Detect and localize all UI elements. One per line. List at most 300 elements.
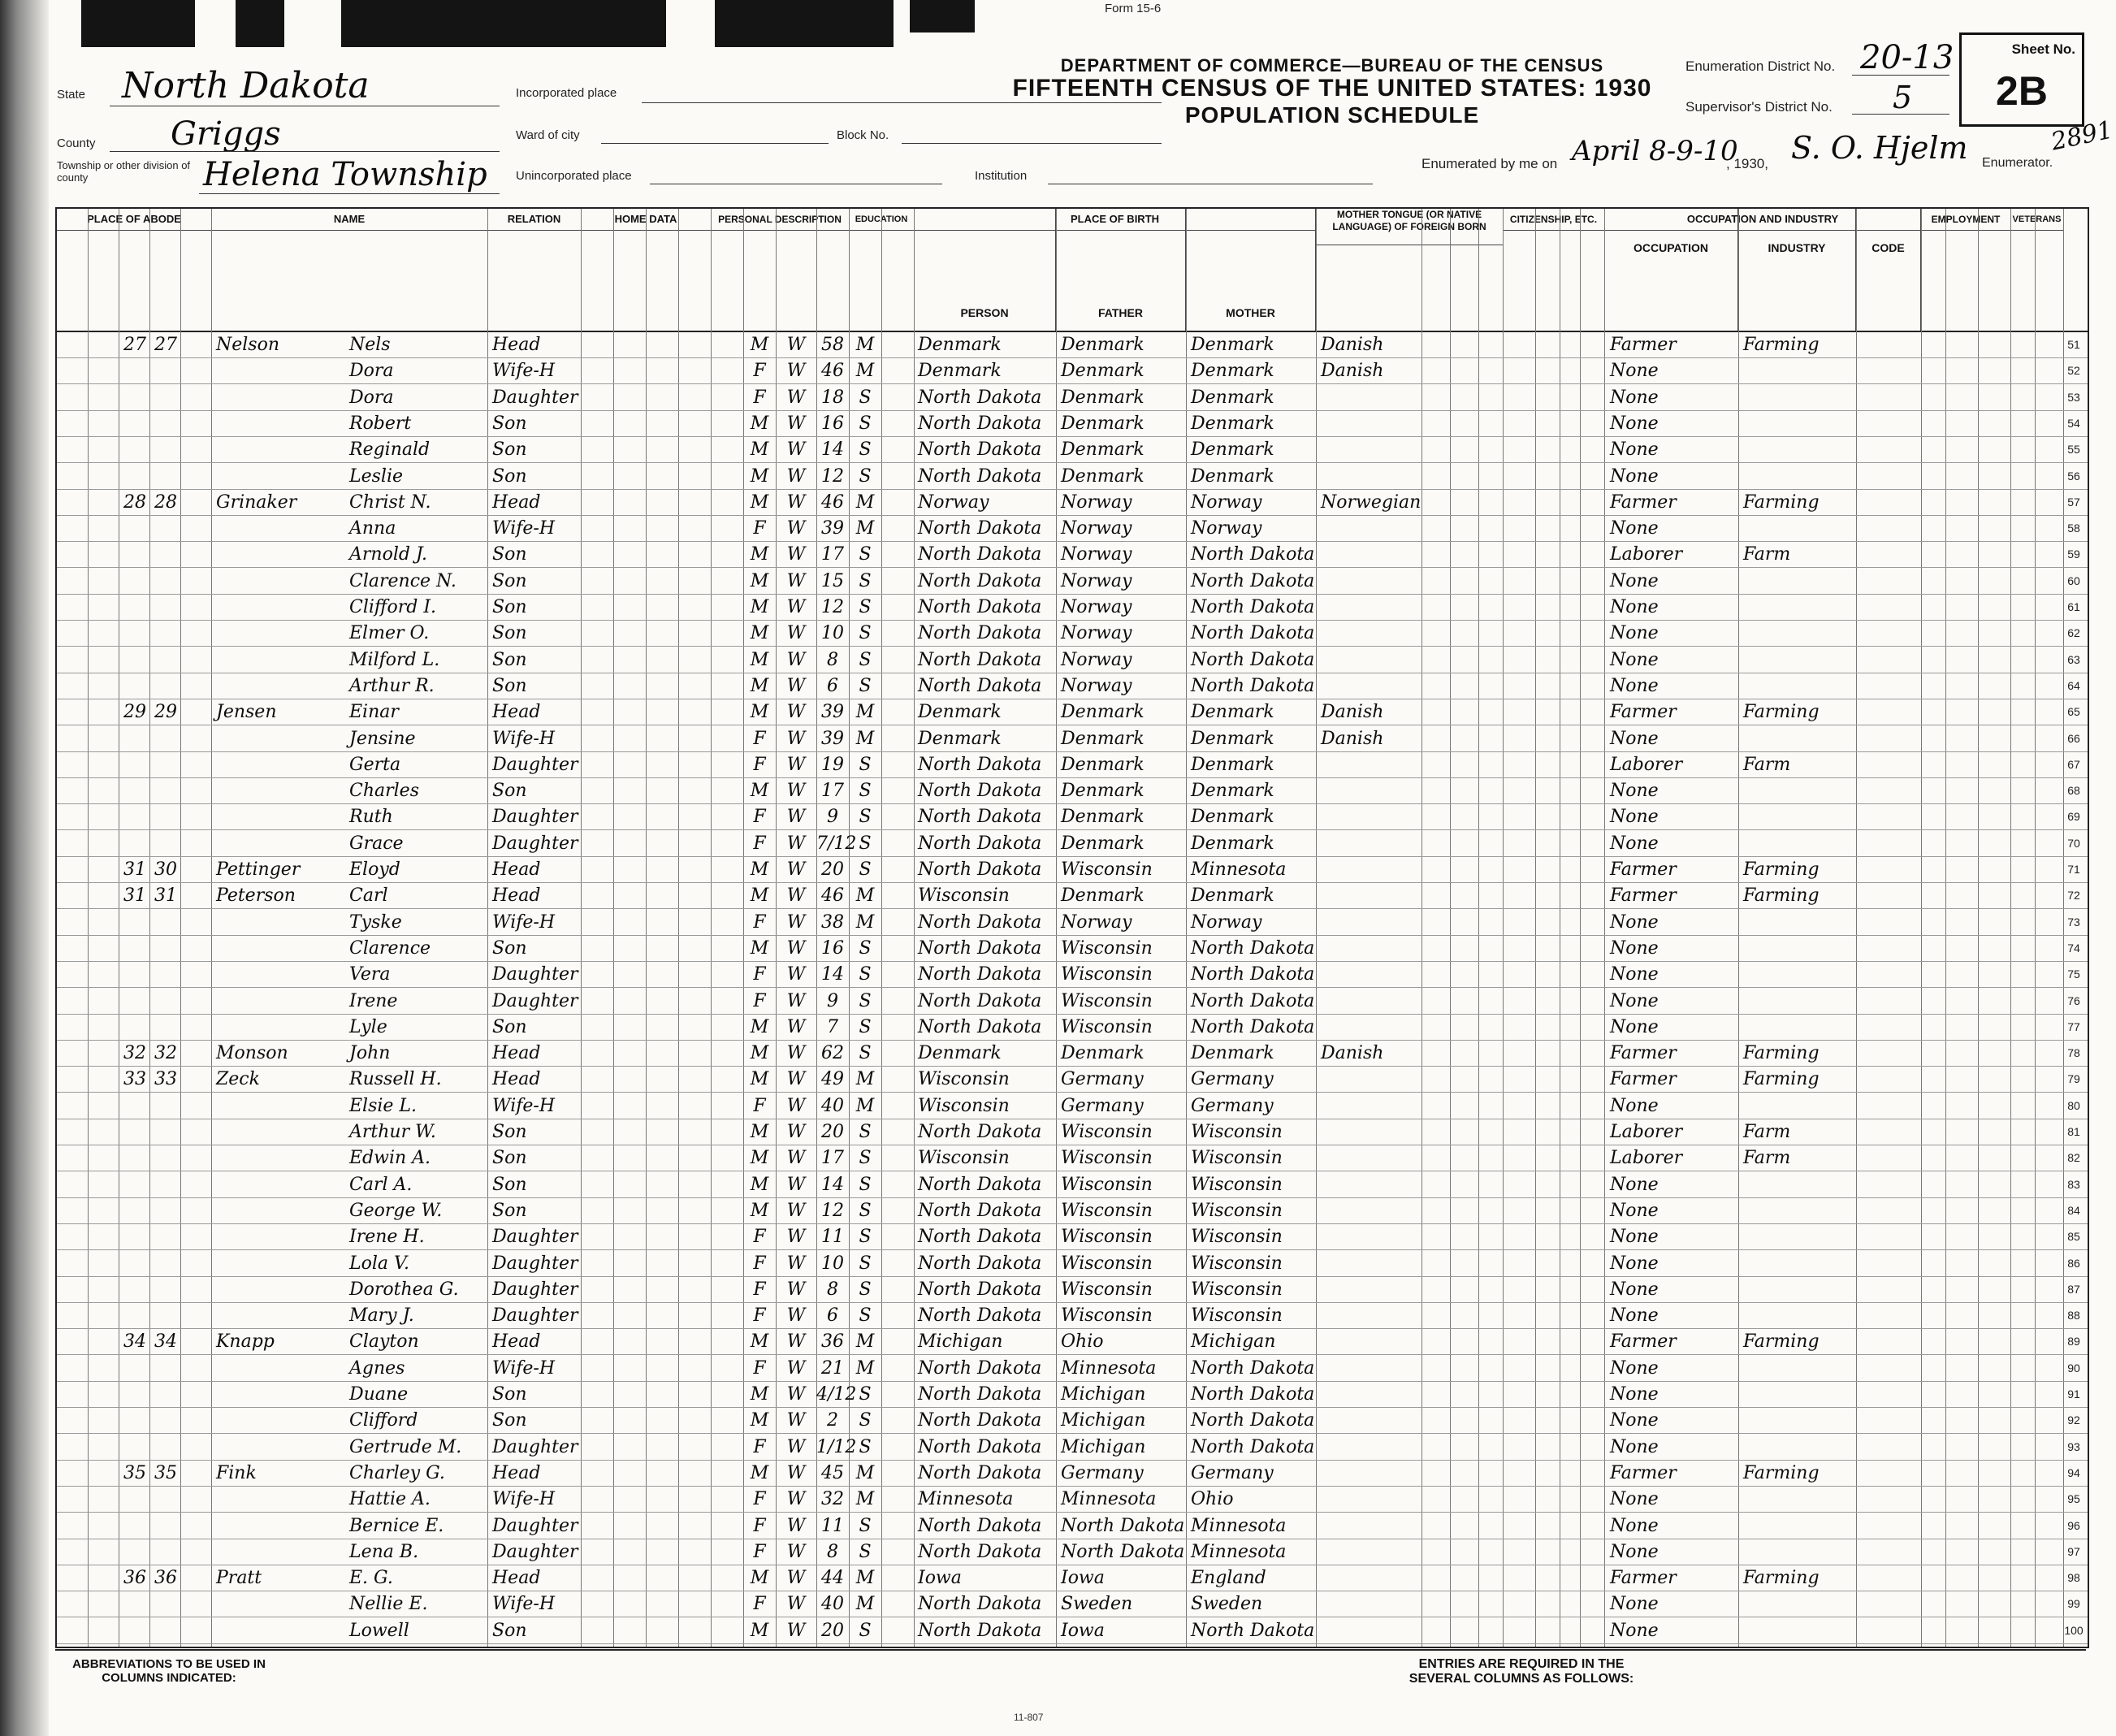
cell-age: 10: [821, 1253, 844, 1274]
cell-mother-birthplace: Norway: [1191, 911, 1262, 933]
cell-sex: F: [753, 1253, 766, 1274]
group-employment: EMPLOYMENT: [1921, 209, 2010, 231]
cell-family-number: [151, 1093, 180, 1119]
table-row: [57, 1198, 2088, 1224]
cell-mother-tongue: [1321, 1382, 1421, 1407]
cell-marital-status: S: [859, 1227, 872, 1248]
cell-marital-status: S: [859, 1436, 872, 1457]
cell-mother-birthplace: Wisconsin: [1191, 1305, 1283, 1327]
cell-marital-status: M: [855, 1568, 875, 1589]
cell-occupation: None: [1610, 1541, 1659, 1562]
cell-age: 44: [821, 1568, 844, 1589]
cell-mother-tongue: [1321, 1618, 1421, 1643]
cell-race: W: [786, 937, 806, 959]
cell-surname: Peterson: [216, 885, 296, 907]
cell-occupation: None: [1610, 1016, 1659, 1037]
cell-father-birthplace: Denmark: [1061, 387, 1145, 408]
cell-mother-tongue: [1321, 464, 1421, 489]
cell-father-birthplace: Denmark: [1061, 465, 1145, 487]
cell-dwelling-number: [120, 1591, 149, 1617]
cell-father-birthplace: Denmark: [1061, 754, 1145, 775]
cell-age: 46: [821, 885, 844, 907]
line-number: 98: [2067, 1571, 2080, 1585]
cell-marital-status: M: [855, 1594, 875, 1615]
table-row: [57, 752, 2088, 778]
cell-marital-status: S: [859, 544, 872, 565]
cell-age: 9: [827, 990, 838, 1011]
cell-industry: [1743, 1224, 1857, 1249]
cell-dwelling-number: [120, 673, 149, 699]
cell-family-number: [151, 778, 180, 803]
table-row: [57, 857, 2088, 883]
cell-dwelling-number: [120, 936, 149, 961]
cell-mother-tongue: [1321, 595, 1421, 620]
cell-occupation: None: [1610, 1305, 1659, 1327]
cell-surname: [216, 1093, 346, 1119]
cell-relation: Wife-H: [492, 1357, 556, 1379]
cell-mother-tongue: [1321, 516, 1421, 541]
cell-given-name: Christ N.: [349, 491, 431, 513]
cell-mother-tongue: [1321, 883, 1421, 908]
line-number: 69: [2067, 810, 2080, 824]
cell-race: W: [786, 1489, 806, 1510]
cell-birthplace: North Dakota: [918, 1016, 1042, 1037]
cell-given-name: Irene H.: [349, 1227, 425, 1248]
line-number: 94: [2067, 1465, 2080, 1479]
cell-race: W: [786, 1148, 806, 1169]
cell-mother-birthplace: North Dakota: [1191, 1384, 1315, 1405]
cell-race: W: [786, 1384, 806, 1405]
cell-relation: Daughter: [492, 807, 578, 828]
cell-father-birthplace: Wisconsin: [1061, 1200, 1153, 1221]
cell-relation: Daughter: [492, 1305, 578, 1327]
cell-father-birthplace: Denmark: [1061, 885, 1145, 907]
cell-marital-status: M: [855, 702, 875, 723]
cell-occupation: None: [1610, 1357, 1659, 1379]
cell-dwelling-number: [120, 1172, 149, 1197]
cell-given-name: George W.: [349, 1200, 443, 1221]
cell-marital-status: S: [859, 1515, 872, 1536]
cell-relation: Son: [492, 1122, 527, 1142]
cell-birthplace: Denmark: [918, 702, 1002, 723]
cell-age: 45: [821, 1462, 844, 1483]
cell-birthplace: Denmark: [918, 728, 1002, 749]
cell-occupation: Farmer: [1610, 1331, 1677, 1353]
cell-relation: Daughter: [492, 1515, 578, 1536]
cell-age: 14: [821, 964, 844, 985]
cell-age: 39: [821, 518, 844, 539]
cell-occupation: Farmer: [1610, 491, 1677, 513]
cell-industry: [1743, 1198, 1857, 1223]
cell-family-number: 34: [154, 1331, 177, 1353]
cell-surname: [216, 385, 346, 410]
cell-given-name: Leslie: [349, 465, 404, 487]
cell-race: W: [786, 1253, 806, 1274]
cell-industry: [1743, 936, 1857, 961]
cell-family-number: [151, 358, 180, 383]
cell-marital-status: M: [855, 1462, 875, 1483]
cell-dwelling-number: [120, 411, 149, 436]
cell-surname: [216, 516, 346, 541]
group-veterans: VETERANS: [2010, 209, 2063, 231]
abbrev-heading: ABBREVIATIONS TO BE USED IN COLUMNS INDICATED:: [72, 1657, 266, 1685]
cell-occupation: None: [1610, 1200, 1659, 1221]
cell-surname: [216, 962, 346, 987]
cell-age: 12: [821, 597, 844, 617]
cell-sex: F: [753, 1436, 766, 1457]
cell-mother-birthplace: North Dakota: [1191, 623, 1315, 644]
cell-race: W: [786, 623, 806, 644]
cell-family-number: [151, 1277, 180, 1302]
cell-dwelling-number: [120, 464, 149, 489]
cell-family-number: [151, 962, 180, 987]
cell-mother-tongue: [1321, 1513, 1421, 1539]
cell-mother-tongue: [1321, 542, 1421, 567]
cell-race: W: [786, 335, 806, 355]
line-number: 97: [2067, 1544, 2080, 1558]
cell-age: 1/12: [816, 1436, 857, 1457]
cell-race: W: [786, 702, 806, 723]
cell-sex: M: [750, 702, 769, 723]
cell-family-number: [151, 1119, 180, 1145]
cell-age: 12: [821, 465, 844, 487]
cell-surname: Knapp: [216, 1331, 275, 1353]
cell-sex: M: [750, 1462, 769, 1483]
cell-surname: Pratt: [216, 1568, 262, 1589]
cell-birthplace: North Dakota: [918, 413, 1042, 434]
line-number: 96: [2067, 1518, 2080, 1532]
cell-marital-status: S: [859, 807, 872, 828]
cell-industry: Farm: [1743, 754, 1791, 775]
cell-industry: [1743, 1015, 1857, 1040]
cell-family-number: [151, 726, 180, 751]
cell-mother-birthplace: Denmark: [1191, 413, 1274, 434]
cell-relation: Head: [492, 335, 541, 355]
cell-dwelling-number: [120, 1119, 149, 1145]
cell-dwelling-number: [120, 1303, 149, 1328]
cell-given-name: Anna: [349, 518, 396, 539]
cell-given-name: Arthur W.: [349, 1122, 436, 1142]
cell-race: W: [786, 1515, 806, 1536]
cell-father-birthplace: Ohio: [1061, 1331, 1104, 1353]
line-number: 58: [2067, 522, 2080, 535]
cell-dwelling-number: [120, 1356, 149, 1381]
table-row: [57, 1382, 2088, 1408]
cell-marital-status: S: [859, 1122, 872, 1142]
table-row: [57, 699, 2088, 725]
cell-industry: [1743, 1356, 1857, 1381]
cell-age: 39: [821, 702, 844, 723]
cell-dwelling-number: [120, 1382, 149, 1407]
state-label: State: [57, 88, 86, 102]
cell-mother-birthplace: Denmark: [1191, 361, 1274, 382]
cell-age: 6: [827, 675, 838, 696]
cell-father-birthplace: Minnesota: [1061, 1357, 1157, 1379]
group-tongue: MOTHER TONGUE (OR NATIVE LANGUAGE) OF FOREIGN BORN: [1316, 209, 1503, 245]
cell-sex: M: [750, 649, 769, 670]
cell-mother-tongue: [1321, 647, 1421, 673]
scan-bar: [910, 0, 975, 32]
cell-sex: F: [753, 1095, 766, 1116]
table-row: [57, 1539, 2088, 1565]
cell-age: 8: [827, 1279, 838, 1300]
cell-mother-tongue: Danish: [1321, 728, 1384, 749]
line-number: 88: [2067, 1309, 2080, 1323]
cell-race: W: [786, 361, 806, 382]
cell-race: W: [786, 1095, 806, 1116]
cell-surname: [216, 752, 346, 777]
cell-birthplace: Denmark: [918, 335, 1002, 355]
cell-marital-status: S: [859, 570, 872, 591]
table-row: [57, 1067, 2088, 1093]
cell-industry: Farming: [1743, 491, 1820, 513]
group-home: HOME DATA: [581, 209, 711, 231]
table-row: [57, 542, 2088, 568]
cell-father-birthplace: Norway: [1061, 623, 1132, 644]
cell-father-birthplace: Iowa: [1061, 1620, 1105, 1641]
cell-mother-birthplace: Wisconsin: [1191, 1148, 1283, 1169]
cell-mother-birthplace: Germany: [1191, 1095, 1274, 1116]
cell-age: 11: [821, 1227, 844, 1248]
cell-industry: Farming: [1743, 335, 1820, 355]
cell-given-name: Carl: [349, 885, 388, 907]
unincorporated-label: Unincorporated place: [516, 169, 632, 183]
line-number: 87: [2067, 1282, 2080, 1296]
cell-dwelling-number: [120, 647, 149, 673]
cell-given-name: Lola V.: [349, 1253, 410, 1274]
cell-family-number: [151, 647, 180, 673]
cell-surname: [216, 1172, 346, 1197]
cell-mother-birthplace: Wisconsin: [1191, 1227, 1283, 1248]
cell-dwelling-number: [120, 1618, 149, 1643]
county-label: County: [57, 136, 96, 150]
cell-dwelling-number: [120, 1251, 149, 1276]
cell-occupation: None: [1610, 1279, 1659, 1300]
cell-industry: [1743, 831, 1857, 856]
col-occupation: OCCUPATION: [1604, 209, 1738, 331]
cell-mother-birthplace: Minnesota: [1191, 1515, 1287, 1536]
cell-mother-tongue: [1321, 1565, 1421, 1591]
cell-race: W: [786, 1174, 806, 1195]
cell-father-birthplace: Michigan: [1061, 1410, 1146, 1431]
cell-given-name: Jensine: [349, 728, 416, 749]
cell-family-number: [151, 464, 180, 489]
line-number: 82: [2067, 1151, 2080, 1165]
table-row: [57, 411, 2088, 437]
cell-birthplace: North Dakota: [918, 964, 1042, 985]
cell-family-number: [151, 1015, 180, 1040]
cell-father-birthplace: Denmark: [1061, 1043, 1145, 1064]
cell-occupation: None: [1610, 1384, 1659, 1405]
cell-industry: [1743, 962, 1857, 987]
cell-family-number: [151, 1408, 180, 1433]
cell-surname: [216, 1119, 346, 1145]
cell-dwelling-number: 36: [123, 1568, 146, 1589]
cell-occupation: None: [1610, 1515, 1659, 1536]
cell-occupation: Farmer: [1610, 702, 1677, 723]
cell-birthplace: North Dakota: [918, 1122, 1042, 1142]
table-row: [57, 1119, 2088, 1145]
cell-given-name: Clarence: [349, 937, 431, 959]
cell-given-name: Clarence N.: [349, 570, 457, 591]
cell-birthplace: North Dakota: [918, 1410, 1042, 1431]
cell-given-name: Eloyd: [349, 859, 400, 880]
cell-industry: Farming: [1743, 1462, 1820, 1483]
cell-given-name: Gerta: [349, 754, 401, 775]
cell-industry: [1743, 1251, 1857, 1276]
cell-mother-birthplace: Denmark: [1191, 728, 1274, 749]
sheet-box: [1959, 32, 2084, 127]
cell-sex: M: [750, 597, 769, 617]
cell-surname: [216, 1303, 346, 1328]
cell-occupation: None: [1610, 1489, 1659, 1510]
cell-dwelling-number: [120, 595, 149, 620]
cell-relation: Head: [492, 1331, 541, 1353]
cell-dwelling-number: [120, 516, 149, 541]
group-birth: PLACE OF BIRTH: [914, 209, 1316, 231]
cell-age: 46: [821, 361, 844, 382]
cell-dwelling-number: [120, 726, 149, 751]
line-number: 91: [2067, 1388, 2080, 1400]
cell-family-number: [151, 752, 180, 777]
cell-occupation: None: [1610, 807, 1659, 828]
cell-marital-status: S: [859, 413, 872, 434]
cell-relation: Head: [492, 1043, 541, 1064]
cell-dwelling-number: [120, 962, 149, 987]
cell-age: 8: [827, 1541, 838, 1562]
cell-mother-tongue: [1321, 411, 1421, 436]
cell-sex: M: [750, 675, 769, 696]
cell-occupation: Farmer: [1610, 1069, 1677, 1090]
cell-industry: [1743, 989, 1857, 1014]
cell-occupation: Laborer: [1610, 1148, 1683, 1169]
cell-mother-tongue: [1321, 1539, 1421, 1565]
cell-family-number: [151, 516, 180, 541]
cell-marital-status: S: [859, 781, 872, 802]
cell-occupation: None: [1610, 1095, 1659, 1116]
cell-surname: [216, 989, 346, 1014]
cell-father-birthplace: Michigan: [1061, 1436, 1146, 1457]
cell-age: 40: [821, 1594, 844, 1615]
table-row: [57, 673, 2088, 699]
cell-given-name: Gertrude M.: [349, 1436, 462, 1457]
cell-surname: Nelson: [216, 335, 280, 355]
cell-occupation: None: [1610, 781, 1659, 802]
table-row: [57, 1093, 2088, 1119]
cell-mother-tongue: [1321, 1093, 1421, 1119]
cell-dwelling-number: [120, 1224, 149, 1249]
cell-surname: [216, 1408, 346, 1433]
cell-family-number: 31: [154, 885, 177, 907]
table-row: [57, 569, 2088, 595]
cell-surname: [216, 1356, 346, 1381]
cell-dwelling-number: 35: [123, 1462, 146, 1483]
cell-age: 4/12: [816, 1384, 857, 1405]
department-title: DEPARTMENT OF COMMERCE—BUREAU OF THE CENSUS: [1060, 55, 1604, 76]
cell-marital-status: M: [855, 518, 875, 539]
group-education: EDUCATION: [849, 209, 914, 231]
cell-mother-tongue: [1321, 1303, 1421, 1328]
cell-surname: Grinaker: [216, 491, 297, 513]
cell-surname: [216, 411, 346, 436]
cell-marital-status: M: [855, 1069, 875, 1090]
cell-age: 2: [827, 1410, 838, 1431]
cell-dwelling-number: [120, 831, 149, 856]
cell-mother-tongue: [1321, 778, 1421, 803]
cell-birthplace: North Dakota: [918, 1200, 1042, 1221]
cell-dwelling-number: [120, 621, 149, 646]
table-row: [57, 1461, 2088, 1487]
cell-given-name: Lyle: [349, 1016, 387, 1037]
cell-sex: F: [753, 1279, 766, 1300]
cell-occupation: None: [1610, 439, 1659, 461]
table-row: [57, 437, 2088, 463]
cell-surname: [216, 1198, 346, 1223]
cell-mother-tongue: [1321, 1172, 1421, 1197]
cell-dwelling-number: [120, 1435, 149, 1460]
cell-relation: Daughter: [492, 964, 578, 985]
cell-race: W: [786, 570, 806, 591]
cell-occupation: None: [1610, 1594, 1659, 1615]
cell-mother-birthplace: Minnesota: [1191, 1541, 1287, 1562]
line-number: 54: [2067, 416, 2080, 430]
cell-dwelling-number: [120, 1513, 149, 1539]
table-row: [57, 804, 2088, 830]
cell-occupation: None: [1610, 1253, 1659, 1274]
cell-industry: Farming: [1743, 702, 1820, 723]
cell-marital-status: M: [855, 728, 875, 749]
cell-race: W: [786, 1357, 806, 1379]
cell-age: 46: [821, 491, 844, 513]
cell-given-name: Dorothea G.: [349, 1279, 459, 1300]
cell-given-name: Arthur R.: [349, 675, 435, 696]
cell-dwelling-number: [120, 910, 149, 935]
cell-occupation: None: [1610, 570, 1659, 591]
cell-occupation: None: [1610, 597, 1659, 617]
form-number: Form 15-6: [1105, 2, 1162, 15]
col-person: PERSON: [914, 209, 1056, 331]
cell-age: 16: [821, 937, 844, 959]
cell-mother-birthplace: Wisconsin: [1191, 1200, 1283, 1221]
cell-family-number: 32: [154, 1043, 177, 1064]
cell-given-name: Hattie A.: [349, 1489, 431, 1510]
cell-birthplace: Wisconsin: [918, 1069, 1010, 1090]
cell-industry: [1743, 1172, 1857, 1197]
cell-age: 6: [827, 1305, 838, 1327]
cell-surname: Fink: [216, 1462, 257, 1483]
line-number: 75: [2067, 968, 2080, 981]
supervisor-value: 5: [1893, 80, 1913, 115]
cell-occupation: None: [1610, 361, 1659, 382]
cell-birthplace: North Dakota: [918, 387, 1042, 408]
cell-mother-birthplace: Denmark: [1191, 465, 1274, 487]
cell-birthplace: North Dakota: [918, 990, 1042, 1011]
cell-age: 36: [821, 1331, 844, 1353]
cell-family-number: [151, 411, 180, 436]
cell-marital-status: S: [859, 1620, 872, 1641]
cell-surname: Jensen: [216, 702, 277, 723]
cell-father-birthplace: Wisconsin: [1061, 1279, 1153, 1300]
cell-occupation: None: [1610, 1227, 1659, 1248]
cell-sex: M: [750, 570, 769, 591]
cell-mother-birthplace: Denmark: [1191, 781, 1274, 802]
cell-marital-status: M: [855, 1095, 875, 1116]
cell-birthplace: North Dakota: [918, 570, 1042, 591]
cell-race: W: [786, 1279, 806, 1300]
cell-mother-birthplace: North Dakota: [1191, 649, 1315, 670]
table-row: [57, 962, 2088, 988]
cell-sex: M: [750, 1122, 769, 1142]
